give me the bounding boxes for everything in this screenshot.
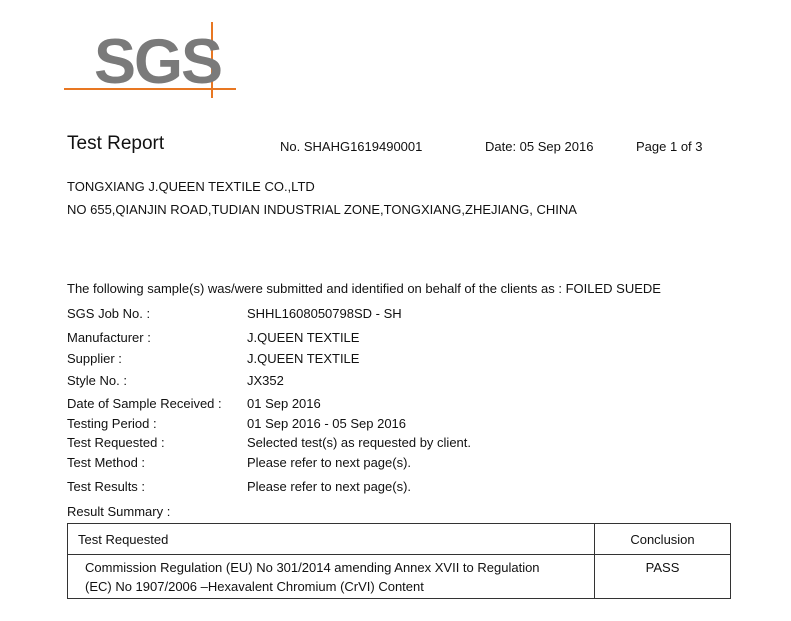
field-value: JX352 bbox=[247, 373, 284, 388]
field-label: Style No. : bbox=[67, 373, 127, 388]
test-requested-line: Commission Regulation (EU) No 301/2014 amending Annex XVII to Regulation bbox=[85, 560, 540, 575]
field-value: J.QUEEN TEXTILE bbox=[247, 351, 360, 366]
column-header-conclusion: Conclusion bbox=[595, 524, 731, 555]
logo-text: SGS bbox=[94, 27, 222, 97]
test-requested-cell bbox=[68, 555, 595, 599]
field-value: 01 Sep 2016 bbox=[247, 396, 321, 411]
table-row bbox=[68, 555, 731, 599]
field-label: Date of Sample Received : bbox=[67, 396, 222, 411]
report-date: Date: 05 Sep 2016 bbox=[485, 139, 594, 154]
report-title: Test Report bbox=[67, 133, 165, 154]
field-value: 01 Sep 2016 - 05 Sep 2016 bbox=[247, 416, 407, 431]
field-value: Please refer to next page(s). bbox=[247, 455, 412, 470]
submission-statement: The following sample(s) was/were submitted and identified on behalf of the clients as : FOILED SUEDE bbox=[67, 281, 661, 296]
page-indicator: Page 1 of 3 bbox=[636, 139, 703, 154]
report-number: No. SHAHG1619490001 bbox=[280, 139, 423, 154]
client-name: TONGXIANG J.QUEEN TEXTILE CO.,LTD bbox=[67, 179, 315, 194]
field-value: J.QUEEN TEXTILE bbox=[247, 330, 360, 345]
field-label: Test Results : bbox=[67, 479, 146, 494]
field-label: Test Method : bbox=[67, 455, 146, 470]
table-header-row bbox=[68, 524, 731, 555]
field-label: Supplier : bbox=[67, 351, 122, 366]
sgs-logo bbox=[64, 22, 240, 98]
field-value: Selected test(s) as requested by client. bbox=[247, 435, 472, 450]
test-requested-line: (EC) No 1907/2006 –Hexavalent Chromium (CrVI) Content bbox=[85, 579, 424, 594]
conclusion-cell: PASS bbox=[595, 555, 731, 599]
result-summary-label: Result Summary : bbox=[67, 504, 171, 519]
column-header-test: Test Requested bbox=[68, 524, 595, 555]
field-value: SHHL1608050798SD - SH bbox=[247, 306, 402, 321]
result-summary-table bbox=[67, 523, 731, 599]
field-value: Please refer to next page(s). bbox=[247, 479, 412, 494]
field-label: Manufacturer : bbox=[67, 330, 151, 345]
field-label: Test Requested : bbox=[67, 435, 165, 450]
field-label: SGS Job No. : bbox=[67, 306, 151, 321]
client-address: NO 655,QIANJIN ROAD,TUDIAN INDUSTRIAL ZONE,TONGXIANG,ZHEJIANG, CHINA bbox=[67, 202, 577, 217]
field-label: Testing Period : bbox=[67, 416, 157, 431]
